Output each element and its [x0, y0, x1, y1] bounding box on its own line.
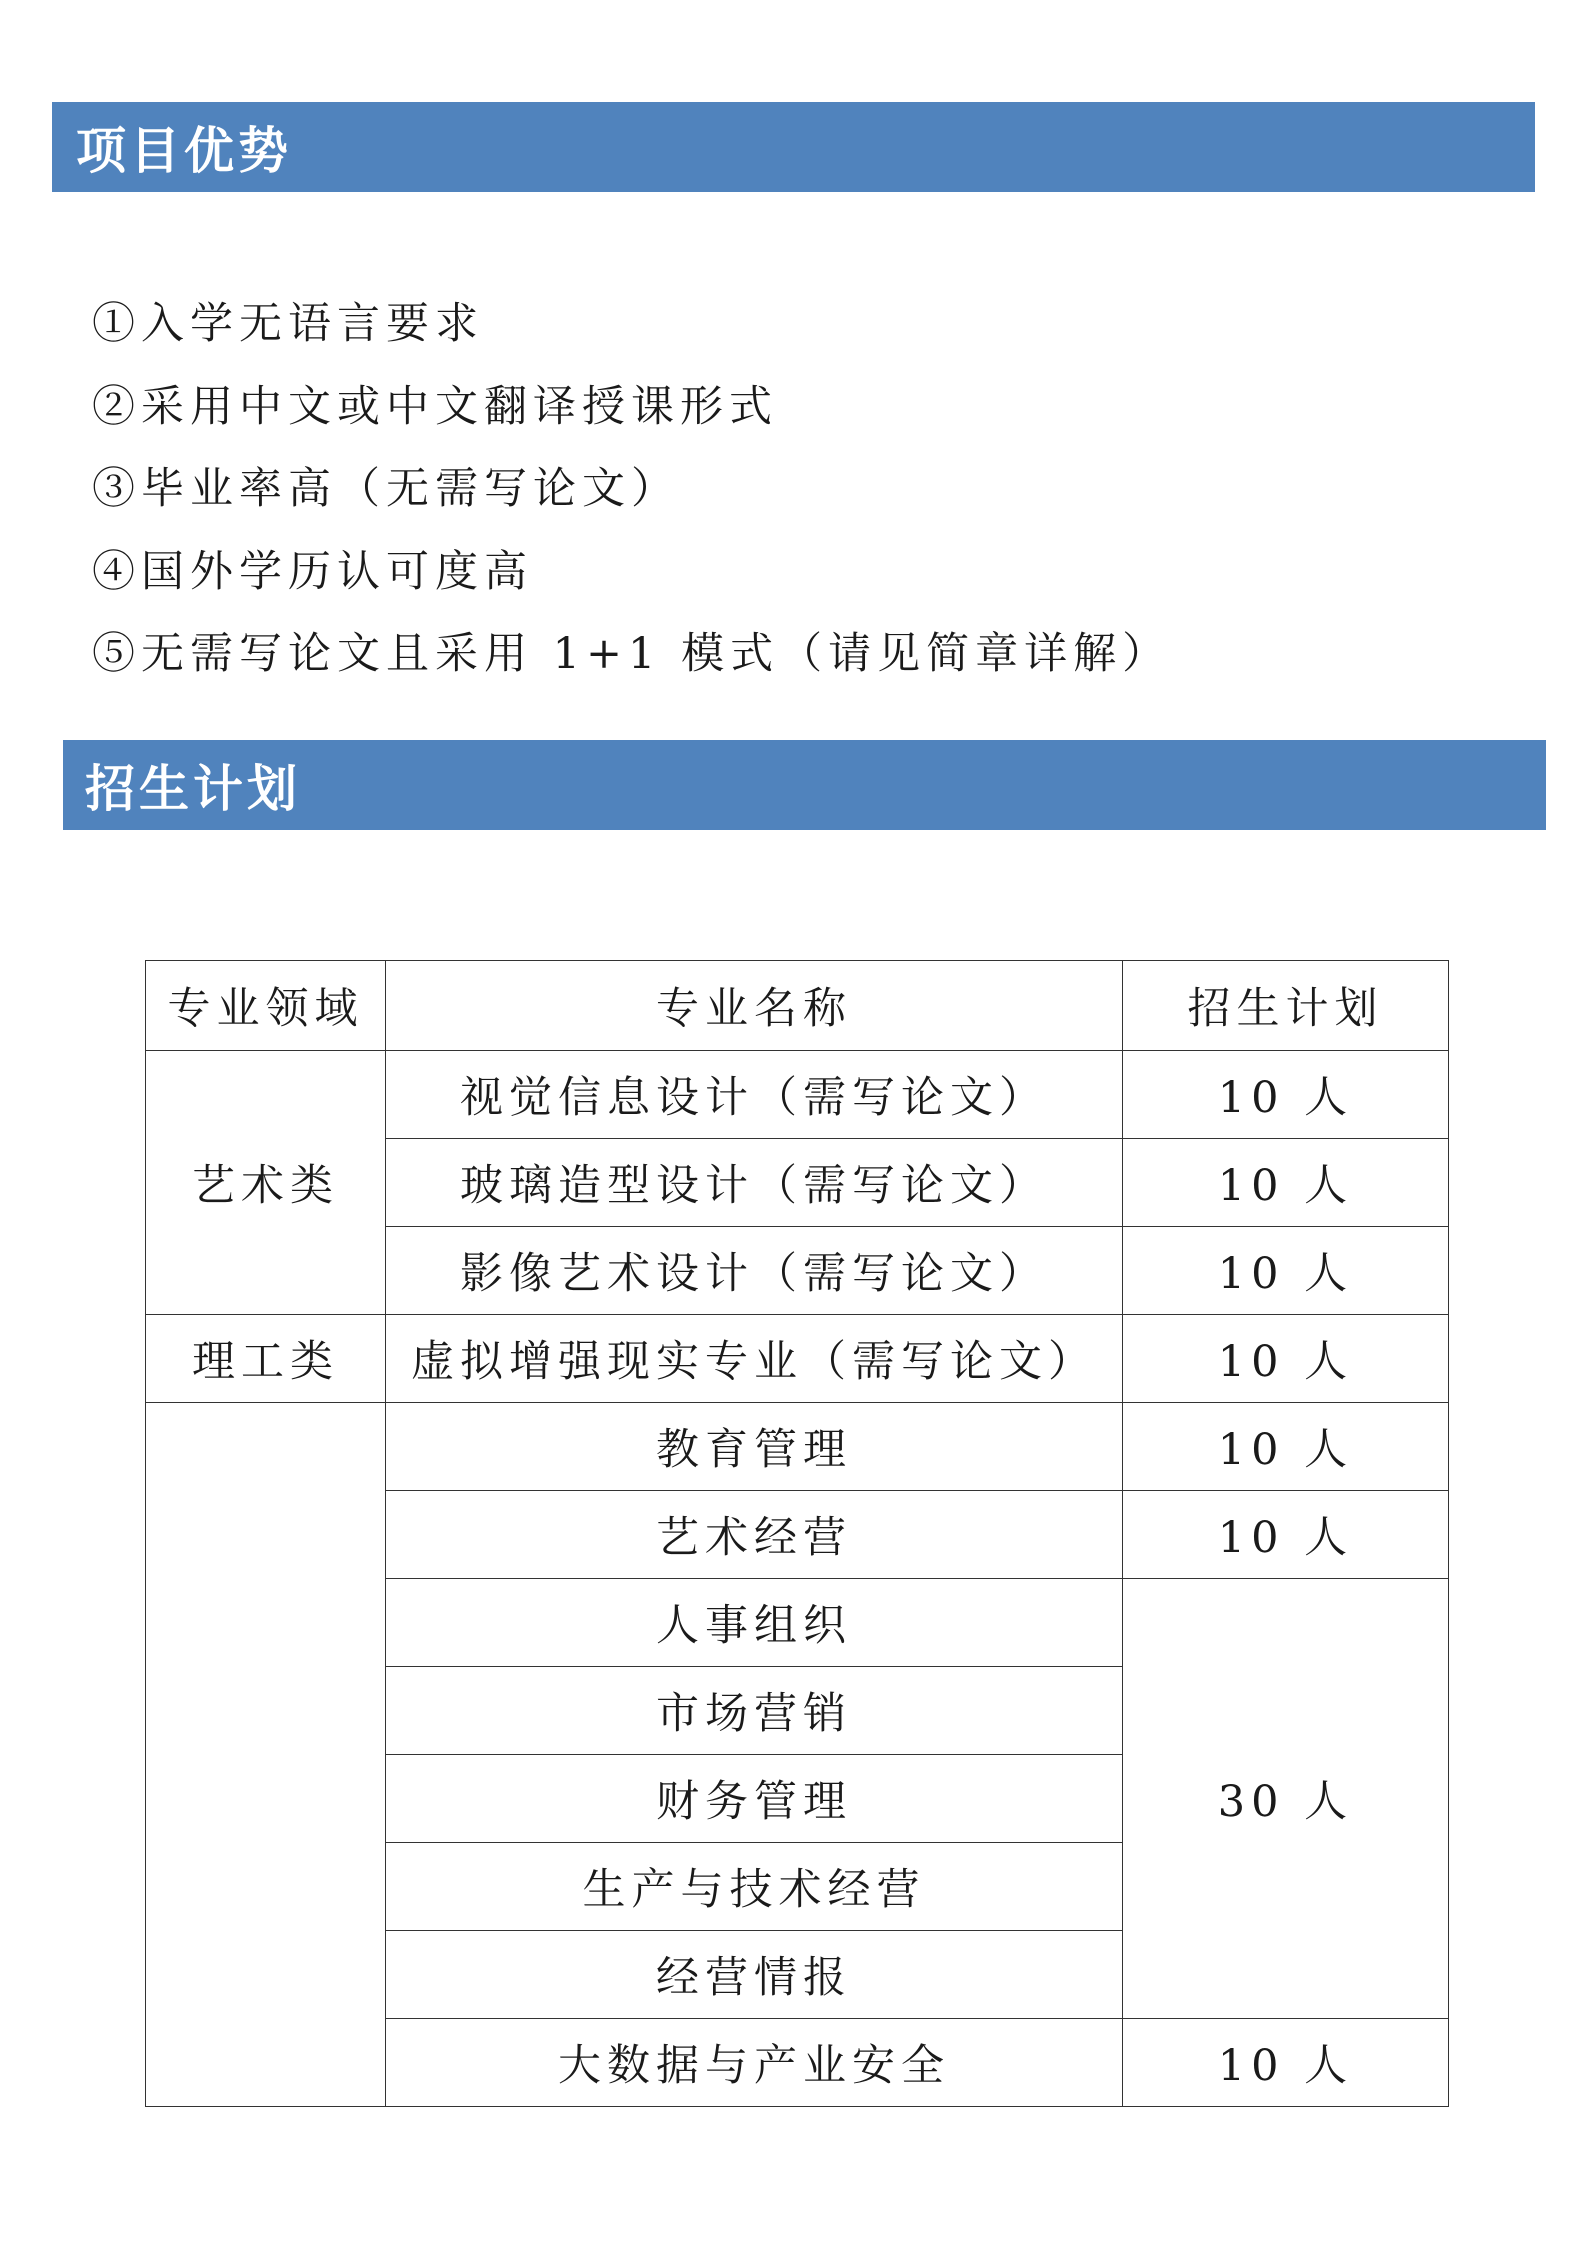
quota-cell: 10 人	[1123, 1227, 1449, 1315]
major-cell: 玻璃造型设计（需写论文）	[386, 1139, 1123, 1227]
field-cell-other	[146, 1403, 386, 2107]
section-title: 项目优势	[76, 122, 292, 180]
table-row	[146, 1403, 1449, 1491]
list-item: ③毕业率高（无需写论文）	[92, 464, 680, 514]
header-cell-quota: 招生计划	[1123, 961, 1449, 1051]
header-cell-major: 专业名称	[386, 961, 1123, 1051]
field-cell-art: 艺术类	[146, 1051, 386, 1315]
field-cell-engineering: 理工类	[146, 1315, 386, 1403]
section-header-plan	[63, 740, 1546, 830]
quota-cell: 10 人	[1123, 1403, 1449, 1491]
major-cell: 经营情报	[386, 1931, 1123, 2019]
quota-cell: 10 人	[1123, 1491, 1449, 1579]
quota-cell-merged: 30 人	[1123, 1579, 1449, 2019]
quota-cell: 10 人	[1123, 1139, 1449, 1227]
quota-cell: 10 人	[1123, 2019, 1449, 2107]
list-item: ④国外学历认可度高	[92, 546, 533, 597]
quota-cell: 10 人	[1123, 1315, 1449, 1403]
major-cell: 影像艺术设计（需写论文）	[386, 1227, 1123, 1315]
major-cell: 教育管理	[386, 1403, 1123, 1491]
major-cell: 财务管理	[386, 1755, 1123, 1843]
table-row	[146, 1315, 1449, 1403]
table-row	[146, 1051, 1449, 1139]
list-item: ②采用中文或中文翻译授课形式	[92, 381, 778, 432]
major-cell: 人事组织	[386, 1579, 1123, 1667]
advantages-list	[92, 283, 1171, 696]
list-item: ⑤无需写论文且采用 1+1 模式（请见简章详解）	[92, 629, 1172, 679]
major-cell: 市场营销	[386, 1667, 1123, 1755]
section-title: 招生计划	[85, 760, 301, 818]
quota-cell: 10 人	[1123, 1051, 1449, 1139]
major-cell: 视觉信息设计（需写论文）	[386, 1051, 1123, 1139]
table-header-row	[146, 961, 1449, 1051]
header-cell-field: 专业领域	[146, 961, 386, 1051]
major-cell: 虚拟增强现实专业（需写论文）	[386, 1315, 1123, 1403]
major-cell: 生产与技术经营	[386, 1843, 1123, 1931]
list-item: ①入学无语言要求	[92, 299, 484, 349]
major-cell: 大数据与产业安全	[386, 2019, 1123, 2107]
major-cell: 艺术经营	[386, 1491, 1123, 1579]
enrollment-plan-table	[145, 960, 1449, 2107]
section-header-advantages	[52, 102, 1535, 192]
